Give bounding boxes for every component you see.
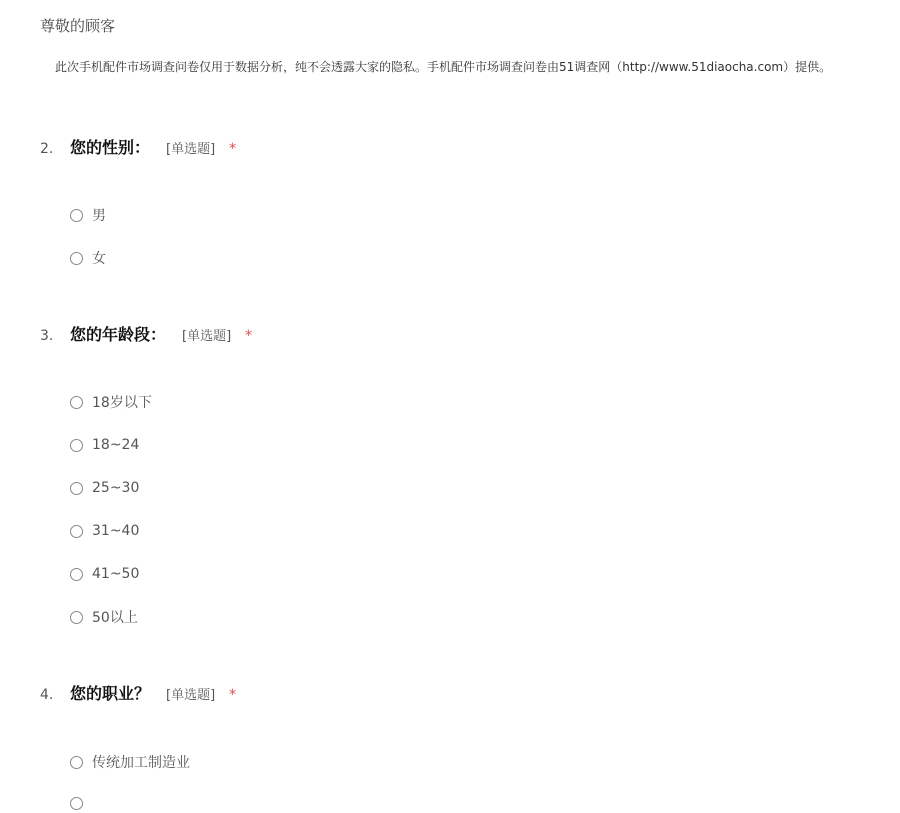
option-partial-next[interactable] bbox=[70, 793, 92, 813]
option-male[interactable] bbox=[70, 205, 106, 225]
radio-button[interactable] bbox=[70, 396, 83, 409]
radio-button[interactable] bbox=[70, 568, 83, 581]
required-mark: * bbox=[245, 328, 253, 344]
option-label: 50以上 bbox=[92, 610, 138, 626]
radio-button[interactable] bbox=[70, 797, 83, 810]
radio-button[interactable] bbox=[70, 756, 83, 769]
question-header bbox=[40, 135, 860, 159]
question-header bbox=[40, 681, 860, 705]
radio-button[interactable] bbox=[70, 525, 83, 538]
radio-button[interactable] bbox=[70, 482, 83, 495]
required-mark: * bbox=[229, 687, 237, 703]
option-label: 18~24 bbox=[92, 437, 140, 453]
greeting: 尊敬的顾客 bbox=[40, 17, 116, 35]
radio-button[interactable] bbox=[70, 209, 83, 222]
question-type: [单选题] bbox=[166, 688, 216, 703]
required-mark: * bbox=[229, 141, 237, 157]
question-title: 您的性别： bbox=[70, 138, 151, 157]
option-label: 男 bbox=[92, 208, 106, 224]
option-age-25-30[interactable] bbox=[70, 478, 139, 498]
question-number: 4. bbox=[40, 687, 54, 703]
question-number: 3. bbox=[40, 328, 54, 344]
option-age-41-50[interactable] bbox=[70, 564, 139, 584]
option-label: 41~50 bbox=[92, 566, 140, 582]
radio-button[interactable] bbox=[70, 252, 83, 265]
question-title: 您的年龄段： bbox=[70, 325, 167, 344]
question-number: 2. bbox=[40, 141, 54, 157]
question-title: 您的职业？ bbox=[70, 684, 151, 703]
question-header bbox=[40, 322, 860, 346]
option-age-under-18[interactable] bbox=[70, 392, 152, 412]
radio-button[interactable] bbox=[70, 611, 83, 624]
survey-intro: 此次手机配件市场调查问卷仅用于数据分析，纯不会透露大家的隐私。手机配件市场调查问卷由51调查网（http://www.51diaocha.com）提供。 bbox=[55, 60, 832, 74]
option-label: 传统加工制造业 bbox=[92, 755, 190, 771]
question-occupation bbox=[40, 681, 860, 800]
option-age-18-24[interactable] bbox=[70, 435, 139, 455]
option-label: 31~40 bbox=[92, 523, 140, 539]
option-traditional-manufacturing[interactable] bbox=[70, 752, 190, 772]
option-age-31-40[interactable] bbox=[70, 521, 139, 541]
option-age-over-50[interactable] bbox=[70, 607, 138, 627]
question-age bbox=[40, 322, 860, 642]
option-label: 女 bbox=[92, 251, 106, 267]
question-type: [单选题] bbox=[166, 142, 216, 157]
question-type: [单选题] bbox=[182, 329, 232, 344]
option-label: 25~30 bbox=[92, 480, 140, 496]
option-female[interactable] bbox=[70, 248, 106, 268]
question-gender bbox=[40, 135, 860, 275]
option-label: 18岁以下 bbox=[92, 395, 152, 411]
radio-button[interactable] bbox=[70, 439, 83, 452]
